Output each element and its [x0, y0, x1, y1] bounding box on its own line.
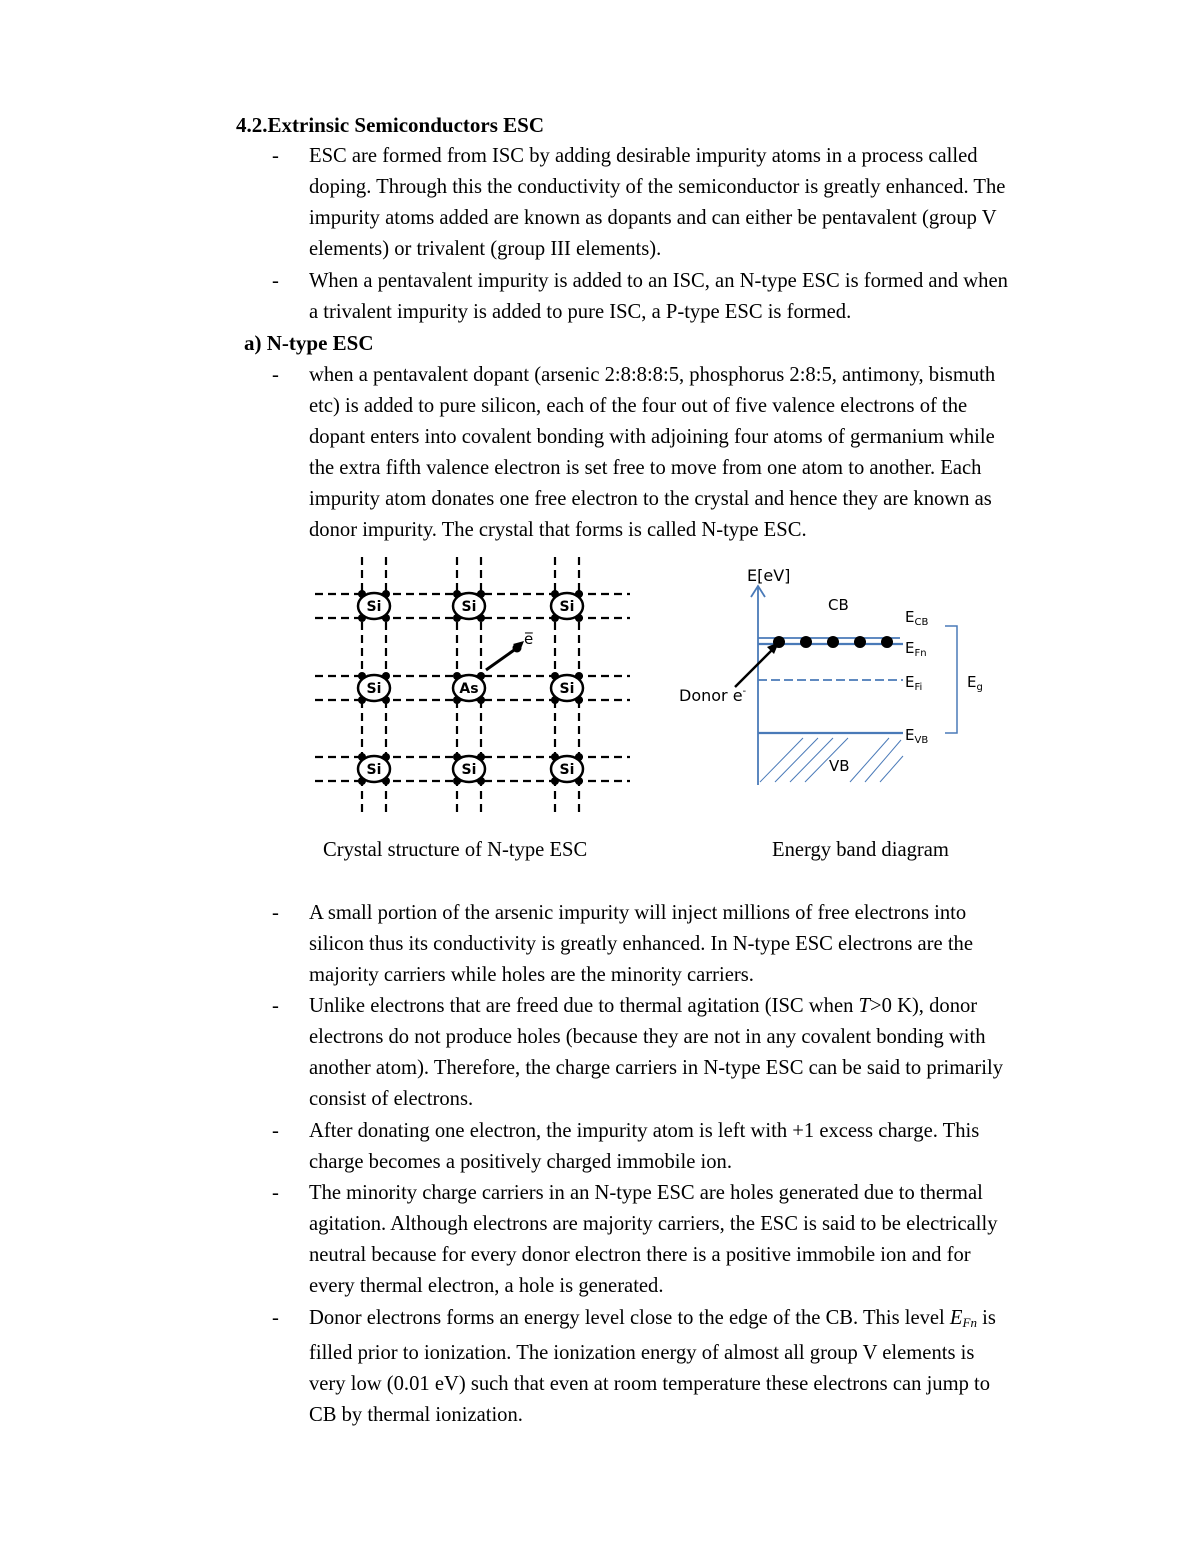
bullet-dash: -: [272, 270, 279, 292]
bullet-arsenic-injection: [272, 898, 1112, 991]
text-line: Unlike electrons that are freed due to thermal agitation (ISC when T>0 K), donor: [309, 995, 978, 1017]
level-label-ecb: $E_{CB}$: [905, 608, 929, 628]
bullet-donor-no-holes: [272, 991, 1112, 1115]
text-line: neutral because for every donor electron there is a positive immobile ion and for: [309, 1244, 971, 1267]
text-line: etc) is added to pure silicon, each of the four out of five valence electrons of the: [309, 395, 968, 418]
atom-si: [551, 590, 583, 622]
text-line: when a pentavalent dopant (arsenic 2:8:8:8:5, phosphorus 2:8:5, antimony, bismuth: [309, 364, 996, 386]
text-line: charge becomes a positively charged immobile ion.: [309, 1151, 733, 1174]
text-line: ESC are formed from ISC by adding desirable impurity atoms in a process called: [309, 145, 978, 167]
crystal-structure-figure: [310, 552, 640, 822]
text-line: doping. Through this the conductivity of the semiconductor is greatly enhanced. The: [309, 176, 1006, 199]
bullet-dash: -: [272, 1120, 279, 1142]
electron-label: e̅: [524, 630, 534, 648]
text-line: very low (0.01 eV) such that even at room temperature these electrons can jump to: [309, 1373, 991, 1396]
text-line: The minority charge carriers in an N-type ESC are holes generated due to thermal: [309, 1182, 983, 1204]
donor-label: Donor e-: [679, 686, 747, 705]
bullet-dash: -: [272, 902, 279, 924]
bullet-esc-formation: [272, 141, 1112, 265]
bullet-dash: -: [272, 1182, 279, 1204]
free-electron-arrow: [486, 630, 534, 670]
atom-grid: [358, 590, 583, 785]
bullet-donor-energy-level: [272, 1303, 1112, 1431]
atom-si: [453, 590, 485, 622]
text-line: every thermal electron, a hole is generated.: [309, 1275, 664, 1298]
atom-si: [453, 753, 485, 785]
text-line: impurity atoms added are known as dopants and can either be pentavalent (group V: [309, 207, 997, 230]
atom-label: Si: [559, 681, 575, 697]
level-label-evb: $E_{VB}$: [905, 726, 929, 746]
bullet-immobile-ion: [272, 1116, 1112, 1178]
gap-label: $E_g$: [967, 673, 983, 693]
text-line: dopant enters into covalent bonding with adjoining four atoms of germanium while: [309, 426, 995, 449]
text-line: When a pentavalent impurity is added to an ISC, an N-type ESC is formed and when: [309, 270, 1008, 292]
atom-label: Si: [559, 599, 575, 615]
text-line: agitation. Although electrons are majority carriers, the ESC is said to be electrically: [309, 1213, 998, 1236]
text-line: impurity atom donates one free electron to the crystal and hence they are known as: [309, 488, 992, 511]
atom-si: [358, 672, 390, 704]
bullet-dash: -: [272, 145, 279, 167]
atom-label: Si: [366, 681, 382, 697]
gap-bracket: [945, 626, 957, 733]
atom-label: Si: [461, 599, 477, 615]
text-line: electrons do not produce holes (because they are not in any covalent bonding with: [309, 1026, 986, 1049]
bullet-dash: -: [272, 364, 279, 386]
atom-si: [551, 753, 583, 785]
section-heading: 4.2.Extrinsic Semiconductors ESC: [236, 113, 545, 137]
bullet-dash: -: [272, 1307, 279, 1329]
atom-label: Si: [366, 762, 382, 778]
bullet-pentavalent-trivalent: [272, 266, 1112, 328]
text-line: CB by thermal ionization.: [309, 1404, 523, 1427]
band-caption: Energy band diagram: [772, 839, 949, 861]
atom-label: Si: [366, 599, 382, 615]
text-line: silicon thus its conductivity is greatly enhanced. In N-type ESC electrons are the: [309, 933, 973, 956]
level-label-efi: $E_{Fi}$: [905, 673, 923, 693]
text-line: filled prior to ionization. The ionization energy of almost all group V elements is: [309, 1342, 975, 1365]
cb-label: CB: [828, 596, 849, 614]
text-line: donor impurity. The crystal that forms is called N-type ESC.: [309, 519, 807, 542]
text-line: majority carriers while holes are the minority carriers.: [309, 964, 754, 987]
ntype-heading: a) N-type ESC: [244, 331, 374, 355]
text-line: A small portion of the arsenic impurity will inject millions of free electrons into: [309, 902, 967, 924]
atom-si: [551, 672, 583, 704]
text-line: After donating one electron, the impurity atom is left with +1 excess charge. This: [309, 1120, 980, 1142]
text-line: elements) or trivalent (group III elements).: [309, 238, 662, 261]
atom-label: Si: [461, 762, 477, 778]
atom-label: Si: [559, 762, 575, 778]
level-label-efn: $E_{Fn}$: [905, 639, 927, 659]
atom-label: As: [459, 681, 479, 697]
atom-as: [453, 672, 485, 704]
energy-axis-label: E[eV]: [747, 566, 791, 585]
bullet-dash: -: [272, 995, 279, 1017]
vb-label: VB: [829, 757, 850, 775]
text-line: another atom). Therefore, the charge carriers in N-type ESC can be said to primarily: [309, 1057, 1004, 1080]
bullet-minority-carriers: [272, 1178, 1112, 1302]
text-line: consist of electrons.: [309, 1088, 474, 1111]
text-line: the extra fifth valence electron is set free to move from one atom to another. Each: [309, 457, 982, 480]
crystal-caption: Crystal structure of N-type ESC: [323, 839, 588, 861]
energy-band-diagram: [675, 560, 995, 790]
donor-arrow: [735, 646, 776, 687]
bullet-ntype-description: [272, 360, 1112, 547]
text-line: Donor electrons forms an energy level close to the edge of the CB. This level EFn is: [309, 1307, 996, 1330]
atom-si: [358, 590, 390, 622]
text-line: a trivalent impurity is added to pure ISC, a P-type ESC is formed.: [309, 301, 852, 324]
atom-si: [358, 753, 390, 785]
